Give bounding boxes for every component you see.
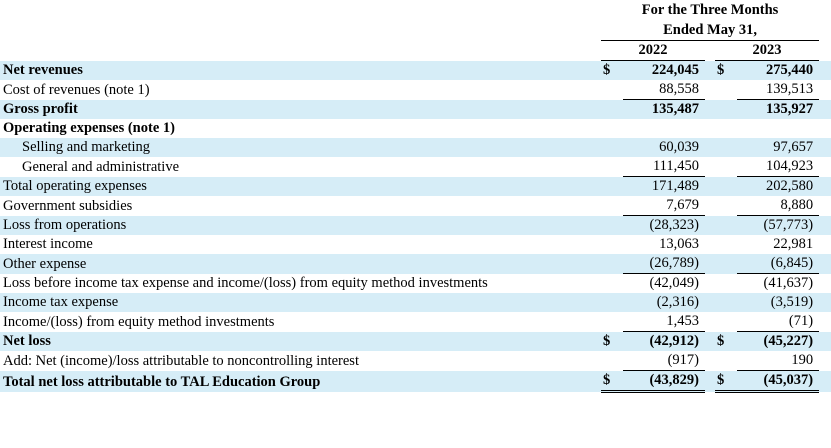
- table-body: [0, 61, 831, 392]
- currency-symbol-2022: [601, 293, 623, 312]
- currency-symbol-2023: [715, 312, 737, 332]
- currency-symbol-2023: [715, 196, 737, 216]
- currency-symbol-2022: [601, 274, 623, 294]
- column-gap: [705, 254, 715, 274]
- row-label: Net loss: [0, 332, 601, 352]
- row-label: Cost of revenues (note 1): [0, 80, 601, 100]
- row-tail: [819, 274, 831, 294]
- value-2023: 190: [737, 351, 819, 371]
- currency-symbol-2023: [715, 138, 737, 157]
- value-2022: 224,045: [623, 61, 705, 81]
- value-2022: 171,489: [623, 177, 705, 197]
- column-gap: [705, 100, 715, 120]
- table-row: [0, 293, 831, 312]
- value-2022: (2,316): [623, 293, 705, 312]
- table-row: [0, 351, 831, 371]
- row-label: Income/(loss) from equity method investments: [0, 312, 601, 332]
- value-2023: (57,773): [737, 216, 819, 236]
- row-label: Net revenues: [0, 61, 601, 81]
- table-row: [0, 100, 831, 120]
- column-gap: [705, 61, 715, 81]
- value-2022: (28,323): [623, 216, 705, 236]
- row-label: Operating expenses (note 1): [0, 119, 601, 138]
- row-label: Income tax expense: [0, 293, 601, 312]
- row-tail: [819, 254, 831, 274]
- currency-symbol-2022: $: [601, 371, 623, 392]
- table-row: [0, 177, 831, 197]
- row-label: Total net loss attributable to TAL Education Group: [0, 371, 601, 392]
- table-row: [0, 80, 831, 100]
- currency-symbol-2023: [715, 235, 737, 254]
- currency-symbol-2022: [601, 100, 623, 120]
- currency-symbol-2023: [715, 157, 737, 177]
- value-2023: 275,440: [737, 61, 819, 81]
- value-2023: [737, 119, 819, 138]
- header-period-line1: For the Three Months: [601, 0, 819, 20]
- currency-symbol-2023: [715, 80, 737, 100]
- currency-symbol-2023: [715, 216, 737, 236]
- row-tail: [819, 177, 831, 197]
- value-2022: (26,789): [623, 254, 705, 274]
- column-gap: [705, 216, 715, 236]
- table-row: [0, 157, 831, 177]
- value-2022: (42,049): [623, 274, 705, 294]
- value-2023: 135,927: [737, 100, 819, 120]
- row-tail: [819, 312, 831, 332]
- value-2022: (42,912): [623, 332, 705, 352]
- row-label: Government subsidies: [0, 196, 601, 216]
- row-tail: [819, 332, 831, 352]
- column-gap: [705, 80, 715, 100]
- currency-symbol-2023: [715, 254, 737, 274]
- row-label: Total operating expenses: [0, 177, 601, 197]
- currency-symbol-2022: [601, 157, 623, 177]
- currency-symbol-2023: [715, 177, 737, 197]
- value-2023: (45,227): [737, 332, 819, 352]
- header-group-row-2: [0, 20, 831, 41]
- value-2023: 8,880: [737, 196, 819, 216]
- table-row: [0, 138, 831, 157]
- header-blank-label: [0, 0, 601, 20]
- value-2022: 111,450: [623, 157, 705, 177]
- header-blank-label-3: [0, 41, 601, 61]
- value-2023: (71): [737, 312, 819, 332]
- row-tail: [819, 157, 831, 177]
- row-tail: [819, 371, 831, 392]
- table-row: [0, 274, 831, 294]
- row-label: General and administrative: [0, 157, 601, 177]
- value-2023: (41,637): [737, 274, 819, 294]
- header-year-2023: 2023: [715, 41, 819, 61]
- column-gap: [705, 351, 715, 371]
- column-gap: [705, 312, 715, 332]
- header-year-2022: 2022: [601, 41, 705, 61]
- row-tail: [819, 196, 831, 216]
- header-tail-1: [819, 0, 831, 20]
- table-row: [0, 371, 831, 392]
- header-period-line2: Ended May 31,: [601, 20, 819, 41]
- value-2022: 88,558: [623, 80, 705, 100]
- table-header: [0, 0, 831, 61]
- row-tail: [819, 100, 831, 120]
- currency-symbol-2022: [601, 216, 623, 236]
- row-tail: [819, 80, 831, 100]
- value-2022: (917): [623, 351, 705, 371]
- currency-symbol-2022: [601, 312, 623, 332]
- table-row: [0, 312, 831, 332]
- value-2023: 202,580: [737, 177, 819, 197]
- value-2023: (6,845): [737, 254, 819, 274]
- table-row: [0, 196, 831, 216]
- row-tail: [819, 119, 831, 138]
- value-2022: [623, 119, 705, 138]
- row-tail: [819, 293, 831, 312]
- currency-symbol-2022: [601, 351, 623, 371]
- row-label: Gross profit: [0, 100, 601, 120]
- currency-symbol-2022: [601, 80, 623, 100]
- row-tail: [819, 61, 831, 81]
- column-gap: [705, 293, 715, 312]
- header-group-row-1: [0, 0, 831, 20]
- table-row: [0, 254, 831, 274]
- currency-symbol-2023: $: [715, 61, 737, 81]
- column-gap: [705, 157, 715, 177]
- currency-symbol-2022: $: [601, 61, 623, 81]
- currency-symbol-2023: [715, 119, 737, 138]
- column-gap: [705, 371, 715, 392]
- value-2022: 1,453: [623, 312, 705, 332]
- table-row: [0, 61, 831, 81]
- currency-symbol-2022: [601, 177, 623, 197]
- row-label: Interest income: [0, 235, 601, 254]
- currency-symbol-2022: [601, 235, 623, 254]
- row-label: Selling and marketing: [0, 138, 601, 157]
- value-2022: 135,487: [623, 100, 705, 120]
- header-blank-label-2: [0, 20, 601, 41]
- row-label: Loss before income tax expense and income/(loss) from equity method investments: [0, 274, 601, 294]
- value-2023: 97,657: [737, 138, 819, 157]
- table-row: [0, 235, 831, 254]
- header-year-gap: [705, 41, 715, 61]
- value-2022: 60,039: [623, 138, 705, 157]
- currency-symbol-2023: [715, 351, 737, 371]
- currency-symbol-2022: [601, 138, 623, 157]
- header-tail-3: [819, 41, 831, 61]
- row-tail: [819, 138, 831, 157]
- currency-symbol-2023: [715, 293, 737, 312]
- column-gap: [705, 196, 715, 216]
- column-gap: [705, 274, 715, 294]
- row-label: Other expense: [0, 254, 601, 274]
- column-gap: [705, 332, 715, 352]
- table-row: [0, 216, 831, 236]
- currency-symbol-2023: [715, 100, 737, 120]
- value-2023: 139,513: [737, 80, 819, 100]
- column-gap: [705, 177, 715, 197]
- row-label: Add: Net (income)/loss attributable to noncontrolling interest: [0, 351, 601, 371]
- header-tail-2: [819, 20, 831, 41]
- value-2022: 13,063: [623, 235, 705, 254]
- currency-symbol-2023: [715, 274, 737, 294]
- currency-symbol-2023: $: [715, 371, 737, 392]
- column-gap: [705, 138, 715, 157]
- value-2023: 22,981: [737, 235, 819, 254]
- value-2023: (45,037): [737, 371, 819, 392]
- table-row: [0, 119, 831, 138]
- column-gap: [705, 235, 715, 254]
- currency-symbol-2022: $: [601, 332, 623, 352]
- currency-symbol-2022: [601, 196, 623, 216]
- column-gap: [705, 119, 715, 138]
- table-row: [0, 332, 831, 352]
- value-2022: (43,829): [623, 371, 705, 392]
- value-2022: 7,679: [623, 196, 705, 216]
- row-tail: [819, 216, 831, 236]
- currency-symbol-2022: [601, 254, 623, 274]
- row-tail: [819, 235, 831, 254]
- row-tail: [819, 351, 831, 371]
- value-2023: (3,519): [737, 293, 819, 312]
- row-label: Loss from operations: [0, 216, 601, 236]
- value-2023: 104,923: [737, 157, 819, 177]
- currency-symbol-2023: $: [715, 332, 737, 352]
- currency-symbol-2022: [601, 119, 623, 138]
- header-year-row: [0, 41, 831, 61]
